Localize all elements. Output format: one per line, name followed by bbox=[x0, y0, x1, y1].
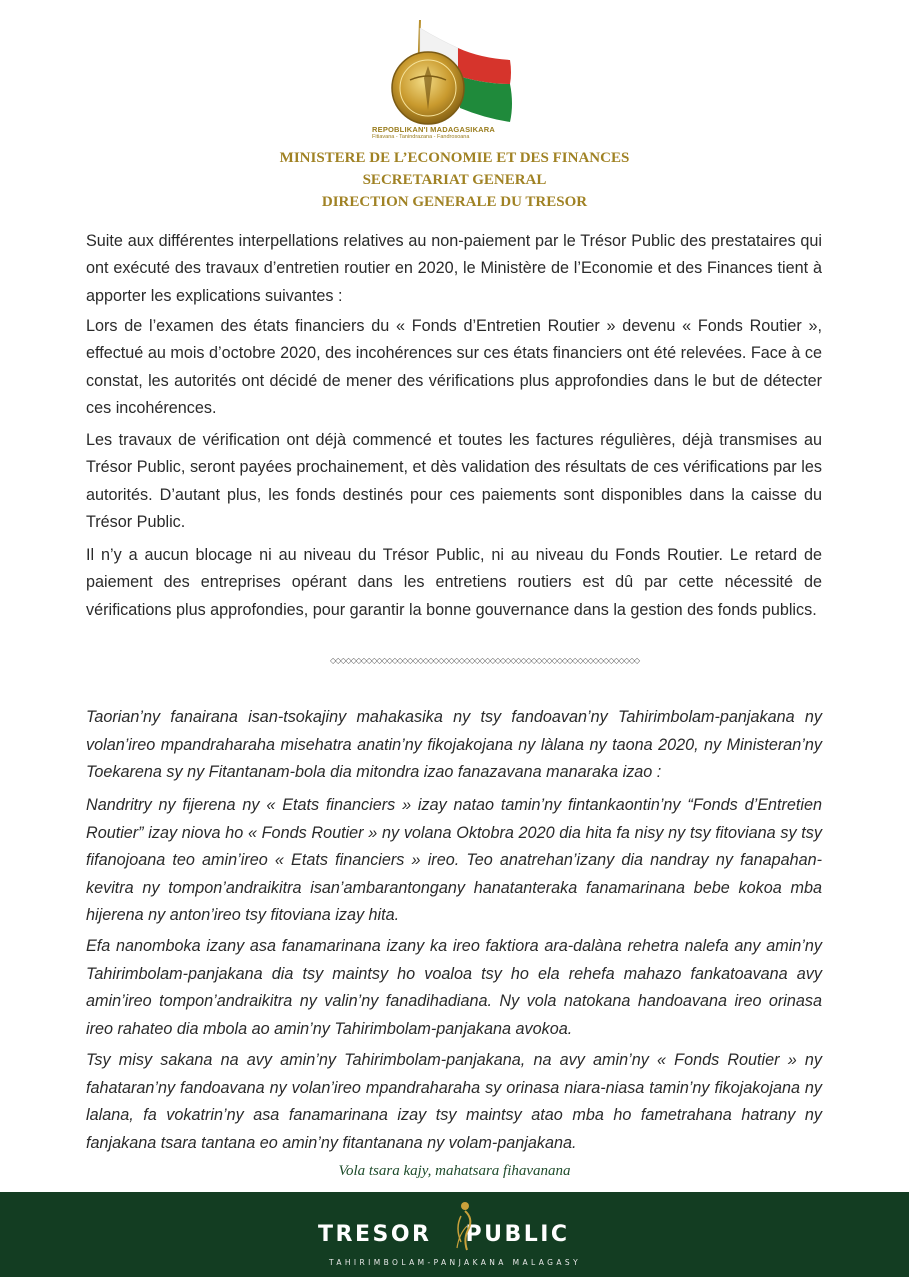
french-paragraph: Les travaux de vérification ont déjà commencé et toutes les factures régulières, déjà transmises au Trésor Public, seront payées prochainement, et dès validation des résultats de ces vérifications par les autorités. D’autant plus, les fonds destinés pour ces paiements sont disponibles dans la caisse du Trésor Public. bbox=[86, 431, 822, 532]
footer-tagline: TAHIRIMBOLAM-PANJAKANA MALAGASY bbox=[328, 1258, 582, 1267]
section-divider: ◇◇◇◇◇◇◇◇◇◇◇◇◇◇◇◇◇◇◇◇◇◇◇◇◇◇◇◇◇◇◇◇◇◇◇◇◇◇◇◇◇◇◇◇◇◇◇◇◇◇◇◇◇◇◇◇◇◇◇◇ bbox=[330, 656, 640, 665]
french-paragraph: Suite aux différentes interpellations relatives au non-paiement par le Trésor Public des prestataires qui ont exécuté des travaux d’entretien routier en 2020, le Ministère de l’Economie et des Finances tient à apporter les explications suivantes : bbox=[86, 232, 822, 305]
secretariat-title: SECRETARIAT GENERAL bbox=[362, 172, 547, 188]
footer-banner bbox=[0, 1192, 909, 1277]
direction-title: DIRECTION GENERALE DU TRESOR bbox=[321, 194, 588, 210]
malagasy-paragraph: Nandritry ny fijerena ny « Etats financiers » izay natao tamin’ny fintankaontin’ny “Fonds d’Entretien Routier” izay niova ho « Fonds Routier » ny volana Oktobra 2020 dia hita fa nisy ny tsy fitoviana sy tsy fifanojoana teo amin’ireo « Etats financiers » ireo. Teo anatrehan’izany dia nandray ny fanapahan-kevitra ny tompon’andraikitra isan’ambarantongany hanatanteraka fanamarinana bebe kokoa mba hijerena ny anton’ireo tsy fitoviana izay hita. bbox=[86, 796, 822, 925]
tresor-public-logo bbox=[318, 1222, 570, 1247]
emblem-graphic bbox=[360, 18, 550, 128]
french-paragraph: Lors de l’examen des états financiers du « Fonds d’Entretien Routier » devenu « Fonds Routier », effectué au mois d’octobre 2020, des incohérences sur ces états financiers ont été relevées. Face à ce constat, les autorités ont décidé de mener des vérifications plus approfondies dans le but de détecter ces incohérences. bbox=[86, 317, 822, 418]
closing-motto: Vola tsara kajy, mahatsara fihavanana bbox=[338, 1163, 571, 1179]
malagasy-paragraph: Efa nanomboka izany asa fanamarinana izany ka ireo faktiora ara-dalàna rehetra nalefa any amin’ny Tahirimbolam-panjakana dia tsy maintsy ho voaloa tsy ho ela rehefa mahazo fankatoavana avy amin’ireo tompon’andraikitra ny valin’ny fanadihadiana. Ny vola natokana handoavana ireo orinasa ireo rahateo dia mbola ao amin’ny Tahirimbolam-panjakana avokoa. bbox=[86, 937, 822, 1038]
logo-figure-icon bbox=[449, 1198, 479, 1256]
malagasy-paragraph: Taorian’ny fanairana isan-tsokajiny mahakasika ny tsy fandoavan’ny Tahirimbolam-panjakana ny volan’ireo mpandraharaha misehatra anatin’ny fikojakojana ny làlana ny taona 2020, ny Ministeran’ny Toekarena sy ny Fitantanam-bola dia mitondra izao fanazavana manaraka izao : bbox=[86, 708, 822, 782]
logo-word-public: PUBLIC bbox=[465, 1222, 570, 1247]
logo-word-tresor: TRESOR bbox=[318, 1222, 432, 1247]
ministry-title: MINISTERE DE L’ECONOMIE ET DES FINANCES bbox=[279, 150, 630, 166]
french-paragraph: Il n’y a aucun blocage ni au niveau du Trésor Public, ni au niveau du Fonds Routier. Le retard de paiement des entreprises opérant dans les entretiens routiers est dû par cette nécessité de vérifications plus approfondies, pour garantir la bonne gouvernance dans la gestion des fonds publics. bbox=[86, 546, 822, 619]
republic-name: REPOBLIKAN'I MADAGASIKARA bbox=[372, 125, 496, 134]
malagasy-paragraph: Tsy misy sakana na avy amin’ny Tahirimbolam-panjakana, na avy amin’ny « Fonds Routier » ny fahataran’ny fandoavana ny volan’ireo mpandraharaha sy orinasa niara-niasa tamin’ny fikojakojana ny lalana, fa vokatrin’ny asa fanamarinana izay tsy maintsy atao mba ho fametrahana hatrany ny fanjakana tsara tantana eo amin’ny fitantanana ny volam-panjakana. bbox=[86, 1051, 822, 1152]
republic-motto: Fitiavana - Tanindrazana - Fandrosoana bbox=[372, 134, 470, 140]
